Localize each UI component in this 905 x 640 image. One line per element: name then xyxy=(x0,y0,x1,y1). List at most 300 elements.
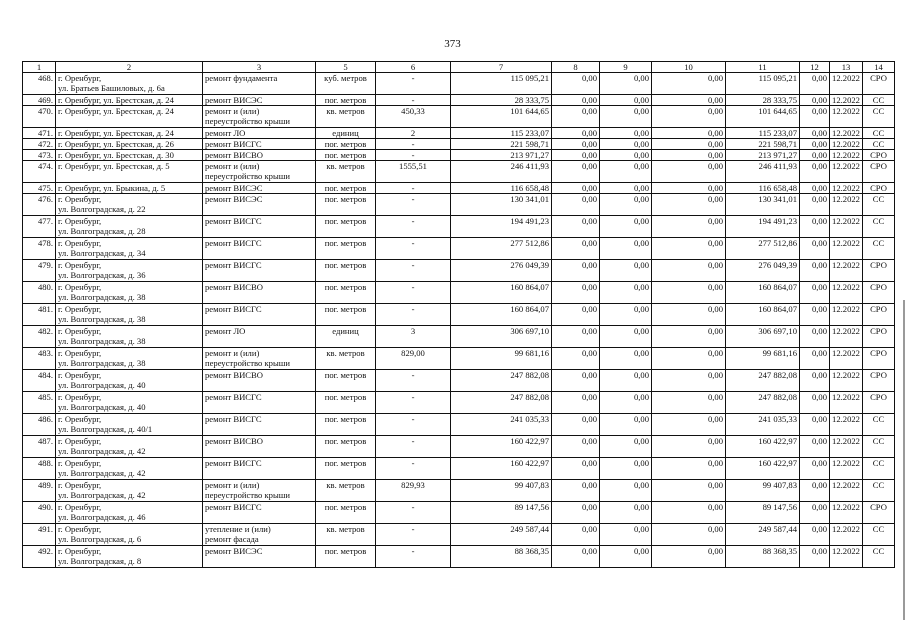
cost-cell: 115 233,07 xyxy=(451,128,552,139)
col11-cell: 249 587,44 xyxy=(726,524,800,546)
work-type-cell-line: ремонт и (или) xyxy=(205,106,260,116)
volume-cell: 3 xyxy=(376,326,451,348)
col10-cell: 0,00 xyxy=(652,128,726,139)
col12-cell: 0,00 xyxy=(800,546,830,568)
unit-cell: пог. метров xyxy=(316,260,376,282)
col11-cell: 88 368,35 xyxy=(726,546,800,568)
row-number: 479. xyxy=(23,260,56,282)
column-header: 3 xyxy=(203,62,316,73)
col8-cell: 0,00 xyxy=(552,370,600,392)
fund-type-cell: СРО xyxy=(863,502,895,524)
col10-cell: 0,00 xyxy=(652,546,726,568)
work-type-cell-line: переустройство крыши xyxy=(205,358,290,368)
address-cell-line: г. Оренбург, xyxy=(58,194,102,204)
work-type-cell-line: ремонт ВИСГС xyxy=(205,139,262,149)
deadline-cell: 12.2022 xyxy=(830,304,863,326)
unit-cell: единиц xyxy=(316,326,376,348)
address-cell-line: ул. Волгоградская, д. 34 xyxy=(58,248,146,258)
address-cell xyxy=(56,546,203,568)
table-row xyxy=(23,414,895,436)
row-number: 471. xyxy=(23,128,56,139)
cost-cell: 88 368,35 xyxy=(451,546,552,568)
address-cell-line: ул. Братьев Башиловых, д. 6а xyxy=(58,83,165,93)
col10-cell: 0,00 xyxy=(652,436,726,458)
volume-cell: - xyxy=(376,95,451,106)
volume-cell: 450,33 xyxy=(376,106,451,128)
col11-cell: 99 681,16 xyxy=(726,348,800,370)
table-row xyxy=(23,161,895,183)
fund-type-cell: СС xyxy=(863,524,895,546)
row-number: 468. xyxy=(23,73,56,95)
address-cell xyxy=(56,106,203,128)
unit-cell: пог. метров xyxy=(316,282,376,304)
unit-cell: кв. метров xyxy=(316,348,376,370)
column-header: 13 xyxy=(830,62,863,73)
row-number: 485. xyxy=(23,392,56,414)
deadline-cell: 12.2022 xyxy=(830,161,863,183)
address-cell xyxy=(56,128,203,139)
deadline-cell: 12.2022 xyxy=(830,458,863,480)
col10-cell: 0,00 xyxy=(652,73,726,95)
address-cell-line: г. Оренбург, xyxy=(58,348,102,358)
cost-cell: 276 049,39 xyxy=(451,260,552,282)
col11-cell: 277 512,86 xyxy=(726,238,800,260)
deadline-cell: 12.2022 xyxy=(830,370,863,392)
col12-cell: 0,00 xyxy=(800,392,830,414)
work-type-cell-line: ремонт ВИСВО xyxy=(205,370,263,380)
work-type-cell-line: ремонт ВИСЭС xyxy=(205,546,263,556)
volume-cell: - xyxy=(376,370,451,392)
volume-cell: - xyxy=(376,238,451,260)
address-cell-line: г. Оренбург, ул. Брестская, д. 26 xyxy=(58,139,174,149)
col8-cell: 0,00 xyxy=(552,95,600,106)
col10-cell: 0,00 xyxy=(652,194,726,216)
col8-cell: 0,00 xyxy=(552,502,600,524)
address-cell-line: ул. Волгоградская, д. 38 xyxy=(58,358,146,368)
col12-cell: 0,00 xyxy=(800,150,830,161)
work-type-cell xyxy=(203,260,316,282)
cost-cell: 246 411,93 xyxy=(451,161,552,183)
col12-cell: 0,00 xyxy=(800,161,830,183)
deadline-cell: 12.2022 xyxy=(830,260,863,282)
col11-cell: 115 233,07 xyxy=(726,128,800,139)
col10-cell: 0,00 xyxy=(652,414,726,436)
deadline-cell: 12.2022 xyxy=(830,348,863,370)
col9-cell: 0,00 xyxy=(600,546,652,568)
unit-cell: пог. метров xyxy=(316,139,376,150)
address-cell-line: г. Оренбург, xyxy=(58,546,102,556)
address-cell-line: г. Оренбург, xyxy=(58,458,102,468)
work-type-cell-line: ремонт ВИСГС xyxy=(205,304,262,314)
col9-cell: 0,00 xyxy=(600,128,652,139)
address-cell-line: г. Оренбург, xyxy=(58,524,102,534)
work-type-cell xyxy=(203,502,316,524)
fund-type-cell: СС xyxy=(863,480,895,502)
address-cell-line: ул. Волгоградская, д. 36 xyxy=(58,270,146,280)
volume-cell: - xyxy=(376,216,451,238)
col9-cell: 0,00 xyxy=(600,73,652,95)
work-type-cell xyxy=(203,414,316,436)
col8-cell: 0,00 xyxy=(552,106,600,128)
work-type-cell xyxy=(203,458,316,480)
work-type-cell xyxy=(203,161,316,183)
col11-cell: 101 644,65 xyxy=(726,106,800,128)
col9-cell: 0,00 xyxy=(600,95,652,106)
deadline-cell: 12.2022 xyxy=(830,139,863,150)
deadline-cell: 12.2022 xyxy=(830,194,863,216)
address-cell-line: г. Оренбург, xyxy=(58,304,102,314)
row-number: 469. xyxy=(23,95,56,106)
col8-cell: 0,00 xyxy=(552,216,600,238)
col9-cell: 0,00 xyxy=(600,502,652,524)
table-row xyxy=(23,183,895,194)
unit-cell: пог. метров xyxy=(316,370,376,392)
col8-cell: 0,00 xyxy=(552,161,600,183)
table-row xyxy=(23,73,895,95)
table-row xyxy=(23,348,895,370)
col9-cell: 0,00 xyxy=(600,414,652,436)
address-cell xyxy=(56,370,203,392)
row-number: 492. xyxy=(23,546,56,568)
work-type-cell-line: ремонт и (или) xyxy=(205,161,260,171)
col12-cell: 0,00 xyxy=(800,480,830,502)
unit-cell: кв. метров xyxy=(316,106,376,128)
address-cell xyxy=(56,260,203,282)
table-row xyxy=(23,106,895,128)
address-cell-line: ул. Волгоградская, д. 46 xyxy=(58,512,146,522)
work-type-cell xyxy=(203,480,316,502)
address-cell-line: ул. Волгоградская, д. 38 xyxy=(58,336,146,346)
work-type-cell xyxy=(203,436,316,458)
address-cell-line: г. Оренбург, xyxy=(58,73,102,83)
address-cell-line: г. Оренбург, xyxy=(58,392,102,402)
unit-cell: пог. метров xyxy=(316,502,376,524)
fund-type-cell: СС xyxy=(863,194,895,216)
address-cell-line: ул. Волгоградская, д. 38 xyxy=(58,314,146,324)
fund-type-cell: СС xyxy=(863,238,895,260)
address-cell-line: г. Оренбург, ул. Брестская, д. 24 xyxy=(58,95,174,105)
col10-cell: 0,00 xyxy=(652,480,726,502)
address-cell xyxy=(56,139,203,150)
fund-type-cell: СС xyxy=(863,414,895,436)
col8-cell: 0,00 xyxy=(552,546,600,568)
col8-cell: 0,00 xyxy=(552,73,600,95)
volume-cell: - xyxy=(376,436,451,458)
address-cell-line: г. Оренбург, xyxy=(58,216,102,226)
cost-cell: 213 971,27 xyxy=(451,150,552,161)
fund-type-cell: СРО xyxy=(863,348,895,370)
work-type-cell-line: ремонт и (или) xyxy=(205,348,260,358)
unit-cell: пог. метров xyxy=(316,238,376,260)
row-number: 481. xyxy=(23,304,56,326)
cost-cell: 160 422,97 xyxy=(451,436,552,458)
col10-cell: 0,00 xyxy=(652,183,726,194)
col10-cell: 0,00 xyxy=(652,150,726,161)
col10-cell: 0,00 xyxy=(652,216,726,238)
unit-cell: пог. метров xyxy=(316,414,376,436)
address-cell-line: г. Оренбург, ул. Брестская, д. 24 xyxy=(58,106,174,116)
address-cell xyxy=(56,216,203,238)
col9-cell: 0,00 xyxy=(600,139,652,150)
col12-cell: 0,00 xyxy=(800,194,830,216)
col9-cell: 0,00 xyxy=(600,238,652,260)
col9-cell: 0,00 xyxy=(600,216,652,238)
row-number: 490. xyxy=(23,502,56,524)
address-cell-line: г. Оренбург, xyxy=(58,370,102,380)
volume-cell: 829,93 xyxy=(376,480,451,502)
col8-cell: 0,00 xyxy=(552,183,600,194)
work-type-cell-line: ремонт ВИСГС xyxy=(205,458,262,468)
work-type-cell-line: ремонт ВИСГС xyxy=(205,238,262,248)
fund-type-cell: СС xyxy=(863,128,895,139)
deadline-cell: 12.2022 xyxy=(830,238,863,260)
fund-type-cell: СС xyxy=(863,139,895,150)
work-type-cell xyxy=(203,128,316,139)
volume-cell: - xyxy=(376,458,451,480)
volume-cell: - xyxy=(376,183,451,194)
repair-schedule-table xyxy=(22,61,895,568)
address-cell-line: ул. Волгоградская, д. 40/1 xyxy=(58,424,153,434)
col9-cell: 0,00 xyxy=(600,458,652,480)
volume-cell: - xyxy=(376,260,451,282)
col11-cell: 115 095,21 xyxy=(726,73,800,95)
address-cell-line: г. Оренбург, ул. Брестская, д. 30 xyxy=(58,150,174,160)
address-cell xyxy=(56,150,203,161)
row-number: 482. xyxy=(23,326,56,348)
deadline-cell: 12.2022 xyxy=(830,480,863,502)
table-row xyxy=(23,194,895,216)
work-type-cell xyxy=(203,106,316,128)
fund-type-cell: СС xyxy=(863,95,895,106)
work-type-cell-line: ремонт ВИСЭС xyxy=(205,95,263,105)
address-cell-line: г. Оренбург, xyxy=(58,238,102,248)
cost-cell: 116 658,48 xyxy=(451,183,552,194)
fund-type-cell: СРО xyxy=(863,73,895,95)
col10-cell: 0,00 xyxy=(652,304,726,326)
address-cell xyxy=(56,161,203,183)
work-type-cell xyxy=(203,150,316,161)
work-type-cell-line: переустройство крыши xyxy=(205,171,290,181)
row-number: 480. xyxy=(23,282,56,304)
col12-cell: 0,00 xyxy=(800,502,830,524)
cost-cell: 277 512,86 xyxy=(451,238,552,260)
col12-cell: 0,00 xyxy=(800,458,830,480)
address-cell xyxy=(56,326,203,348)
work-type-cell-line: ремонт ВИСЭС xyxy=(205,183,263,193)
work-type-cell-line: переустройство крыши xyxy=(205,116,290,126)
col12-cell: 0,00 xyxy=(800,73,830,95)
table-row xyxy=(23,524,895,546)
work-type-cell-line: ремонт ВИСГС xyxy=(205,392,262,402)
col10-cell: 0,00 xyxy=(652,370,726,392)
col11-cell: 160 422,97 xyxy=(726,436,800,458)
work-type-cell xyxy=(203,370,316,392)
unit-cell: пог. метров xyxy=(316,392,376,414)
col11-cell: 89 147,56 xyxy=(726,502,800,524)
unit-cell: кв. метров xyxy=(316,524,376,546)
volume-cell: - xyxy=(376,282,451,304)
cost-cell: 247 882,08 xyxy=(451,370,552,392)
address-cell-line: ул. Волгоградская, д. 38 xyxy=(58,292,146,302)
address-cell-line: ул. Волгоградская, д. 6 xyxy=(58,534,142,544)
page-number: 373 xyxy=(444,38,461,50)
col8-cell: 0,00 xyxy=(552,194,600,216)
work-type-cell-line: ремонт ВИСГС xyxy=(205,260,262,270)
col8-cell: 0,00 xyxy=(552,304,600,326)
volume-cell: 829,00 xyxy=(376,348,451,370)
work-type-cell xyxy=(203,304,316,326)
volume-cell: - xyxy=(376,150,451,161)
work-type-cell-line: ремонт ВИСВО xyxy=(205,436,263,446)
row-number: 478. xyxy=(23,238,56,260)
col12-cell: 0,00 xyxy=(800,238,830,260)
col10-cell: 0,00 xyxy=(652,282,726,304)
col9-cell: 0,00 xyxy=(600,370,652,392)
work-type-cell xyxy=(203,326,316,348)
col12-cell: 0,00 xyxy=(800,216,830,238)
cost-cell: 221 598,71 xyxy=(451,139,552,150)
cost-cell: 249 587,44 xyxy=(451,524,552,546)
col8-cell: 0,00 xyxy=(552,524,600,546)
address-cell-line: г. Оренбург, xyxy=(58,502,102,512)
cost-cell: 306 697,10 xyxy=(451,326,552,348)
col11-cell: 160 422,97 xyxy=(726,458,800,480)
header-row xyxy=(23,62,895,73)
table-row xyxy=(23,95,895,106)
deadline-cell: 12.2022 xyxy=(830,282,863,304)
col8-cell: 0,00 xyxy=(552,436,600,458)
row-number: 473. xyxy=(23,150,56,161)
volume-cell: - xyxy=(376,502,451,524)
work-type-cell-line: ремонт ЛО xyxy=(205,128,246,138)
address-cell-line: ул. Волгоградская, д. 22 xyxy=(58,204,146,214)
col9-cell: 0,00 xyxy=(600,304,652,326)
col10-cell: 0,00 xyxy=(652,238,726,260)
unit-cell: пог. метров xyxy=(316,95,376,106)
column-header: 10 xyxy=(652,62,726,73)
fund-type-cell: СРО xyxy=(863,370,895,392)
fund-type-cell: СРО xyxy=(863,304,895,326)
address-cell-line: ул. Волгоградская, д. 28 xyxy=(58,226,146,236)
col8-cell: 0,00 xyxy=(552,150,600,161)
col12-cell: 0,00 xyxy=(800,414,830,436)
work-type-cell-line: ремонт ВИСЭС xyxy=(205,194,263,204)
col9-cell: 0,00 xyxy=(600,480,652,502)
work-type-cell-line: ремонт ВИСГС xyxy=(205,502,262,512)
row-number: 486. xyxy=(23,414,56,436)
table-row xyxy=(23,282,895,304)
address-cell xyxy=(56,183,203,194)
address-cell-line: г. Оренбург, ул. Брыкина, д. 5 xyxy=(58,183,166,193)
table-row xyxy=(23,392,895,414)
col9-cell: 0,00 xyxy=(600,282,652,304)
cost-cell: 28 333,75 xyxy=(451,95,552,106)
cost-cell: 101 644,65 xyxy=(451,106,552,128)
deadline-cell: 12.2022 xyxy=(830,546,863,568)
cost-cell: 99 681,16 xyxy=(451,348,552,370)
deadline-cell: 12.2022 xyxy=(830,106,863,128)
table-body xyxy=(23,73,895,568)
work-type-cell-line: ремонт ВИСВО xyxy=(205,150,263,160)
column-header: 11 xyxy=(726,62,800,73)
work-type-cell xyxy=(203,216,316,238)
col8-cell: 0,00 xyxy=(552,139,600,150)
col10-cell: 0,00 xyxy=(652,161,726,183)
col11-cell: 276 049,39 xyxy=(726,260,800,282)
col11-cell: 130 341,01 xyxy=(726,194,800,216)
work-type-cell-line: переустройство крыши xyxy=(205,490,290,500)
deadline-cell: 12.2022 xyxy=(830,392,863,414)
fund-type-cell: СРО xyxy=(863,282,895,304)
col10-cell: 0,00 xyxy=(652,326,726,348)
row-number: 476. xyxy=(23,194,56,216)
row-number: 470. xyxy=(23,106,56,128)
col8-cell: 0,00 xyxy=(552,282,600,304)
address-cell xyxy=(56,502,203,524)
work-type-cell xyxy=(203,392,316,414)
fund-type-cell: СС xyxy=(863,436,895,458)
deadline-cell: 12.2022 xyxy=(830,128,863,139)
work-type-cell-line: ремонт ВИСВО xyxy=(205,282,263,292)
cost-cell: 194 491,23 xyxy=(451,216,552,238)
volume-cell: - xyxy=(376,392,451,414)
col8-cell: 0,00 xyxy=(552,392,600,414)
cost-cell: 241 035,33 xyxy=(451,414,552,436)
fund-type-cell: СС xyxy=(863,546,895,568)
volume-cell: - xyxy=(376,194,451,216)
col8-cell: 0,00 xyxy=(552,238,600,260)
col10-cell: 0,00 xyxy=(652,106,726,128)
col11-cell: 160 864,07 xyxy=(726,282,800,304)
address-cell-line: г. Оренбург, xyxy=(58,260,102,270)
col12-cell: 0,00 xyxy=(800,183,830,194)
row-number: 489. xyxy=(23,480,56,502)
col11-cell: 247 882,08 xyxy=(726,370,800,392)
volume-cell: - xyxy=(376,139,451,150)
table-row xyxy=(23,128,895,139)
fund-type-cell: СРО xyxy=(863,326,895,348)
table-row xyxy=(23,326,895,348)
col11-cell: 28 333,75 xyxy=(726,95,800,106)
table-row xyxy=(23,502,895,524)
column-header: 6 xyxy=(376,62,451,73)
col8-cell: 0,00 xyxy=(552,260,600,282)
work-type-cell-line: ремонт и (или) xyxy=(205,480,260,490)
col9-cell: 0,00 xyxy=(600,392,652,414)
address-cell-line: ул. Волгоградская, д. 42 xyxy=(58,468,146,478)
col11-cell: 306 697,10 xyxy=(726,326,800,348)
col12-cell: 0,00 xyxy=(800,326,830,348)
table-row xyxy=(23,216,895,238)
unit-cell: куб. метров xyxy=(316,73,376,95)
deadline-cell: 12.2022 xyxy=(830,95,863,106)
table-row xyxy=(23,458,895,480)
deadline-cell: 12.2022 xyxy=(830,150,863,161)
col12-cell: 0,00 xyxy=(800,106,830,128)
deadline-cell: 12.2022 xyxy=(830,414,863,436)
col10-cell: 0,00 xyxy=(652,348,726,370)
address-cell-line: г. Оренбург, ул. Брестская, д. 24 xyxy=(58,128,174,138)
address-cell xyxy=(56,458,203,480)
cost-cell: 130 341,01 xyxy=(451,194,552,216)
work-type-cell xyxy=(203,238,316,260)
deadline-cell: 12.2022 xyxy=(830,326,863,348)
address-cell xyxy=(56,524,203,546)
col10-cell: 0,00 xyxy=(652,392,726,414)
unit-cell: пог. метров xyxy=(316,304,376,326)
cost-cell: 160 422,97 xyxy=(451,458,552,480)
deadline-cell: 12.2022 xyxy=(830,502,863,524)
